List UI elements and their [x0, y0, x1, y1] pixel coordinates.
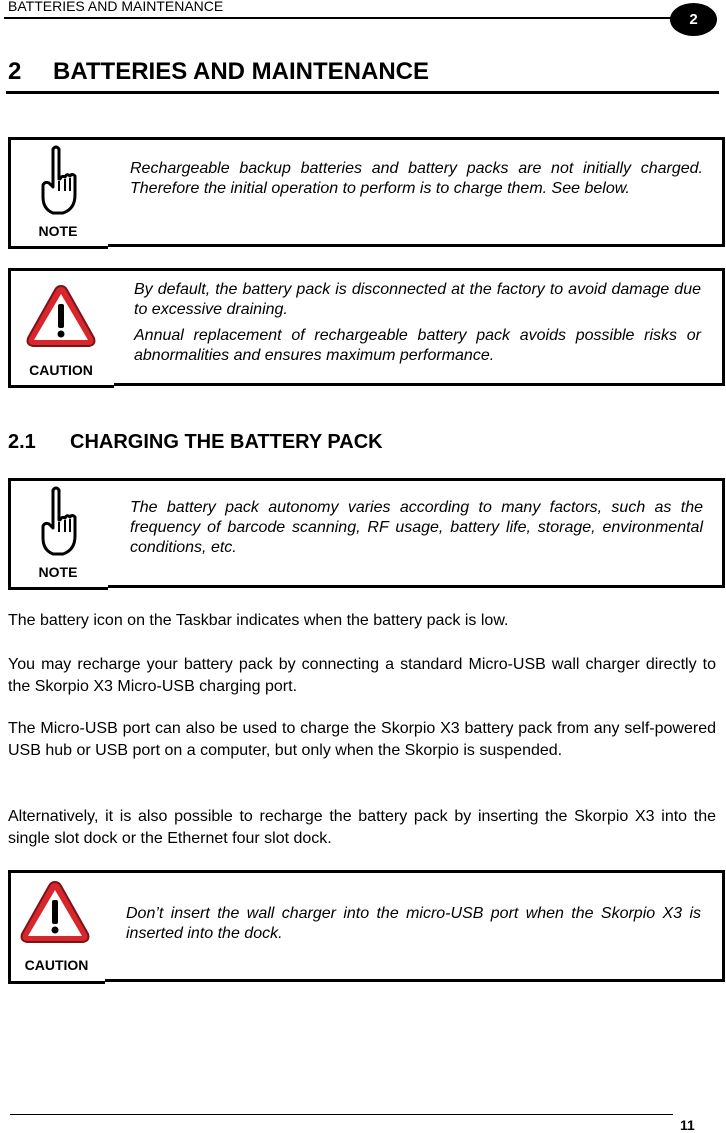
- note-box-2-rule: [108, 585, 725, 588]
- pointing-hand-icon: [35, 486, 81, 563]
- note-box-1: [8, 137, 725, 249]
- caution-box-1: [8, 268, 725, 388]
- chapter-title: BATTERIES AND MAINTENANCE: [53, 58, 429, 85]
- body-paragraph: Alternatively, it is also possible to recharge the battery pack by inserting the Skorpio X3 into the single slot dock or the Ethernet four slot dock.: [8, 808, 716, 847]
- page-number: 11: [680, 1117, 695, 1133]
- pointing-hand-icon: [35, 145, 81, 222]
- note-box-2: [8, 478, 725, 590]
- section-title: CHARGING THE BATTERY PACK: [70, 431, 383, 453]
- caution-text: [134, 280, 701, 366]
- chapter-number: 2: [8, 58, 22, 85]
- warning-triangle-icon: [19, 878, 91, 951]
- caution-text-para-1: By default, the battery pack is disconnected at the factory to avoid damage due to excessive draining.: [134, 281, 701, 318]
- body-paragraph: The battery icon on the Taskbar indicates when the battery pack is low.: [8, 612, 509, 629]
- note-label: NOTE: [38, 223, 78, 239]
- footer-rule: [10, 1114, 673, 1115]
- caution-label: CAUTION: [24, 957, 89, 973]
- caution-box-1-rule: [114, 383, 725, 386]
- caution-text: Don’t insert the wall charger into the micro-USB port when the Skorpio X3 is inserted into the dock.: [126, 905, 701, 942]
- caution-box-2-rule: [105, 979, 725, 982]
- body-paragraph: The Micro-USB port can also be used to charge the Skorpio X3 battery pack from any self-powered USB hub or USB port on a computer, but only when the Skorpio is suspended.: [8, 720, 716, 759]
- header-rule: [4, 17, 694, 19]
- note-label: NOTE: [38, 564, 78, 580]
- warning-triangle-icon: [25, 282, 97, 355]
- note-text: The battery pack autonomy varies according to many factors, such as the frequency of barcode scanning, RF usage, battery life, storage, environmental conditions, etc.: [130, 499, 703, 556]
- running-header-title: BATTERIES AND MAINTENANCE: [8, 0, 224, 14]
- chapter-rule: [6, 91, 719, 94]
- note-text: Rechargeable backup batteries and battery packs are not initially charged. Therefore the initial operation to perform is to charge them. See below.: [130, 160, 703, 197]
- section-number: 2.1: [8, 431, 36, 453]
- note-box-1-rule: [108, 244, 725, 247]
- caution-label: CAUTION: [29, 362, 93, 378]
- caution-text-para-2: Annual replacement of rechargeable battery pack avoids possible risks or abnormalities and ensures maximum performance.: [134, 327, 701, 364]
- body-paragraph: You may recharge your battery pack by connecting a standard Micro-USB wall charger directly to the Skorpio X3 Micro-USB charging port.: [8, 656, 716, 695]
- caution-box-2: [8, 870, 725, 984]
- chapter-badge: 2: [670, 3, 717, 36]
